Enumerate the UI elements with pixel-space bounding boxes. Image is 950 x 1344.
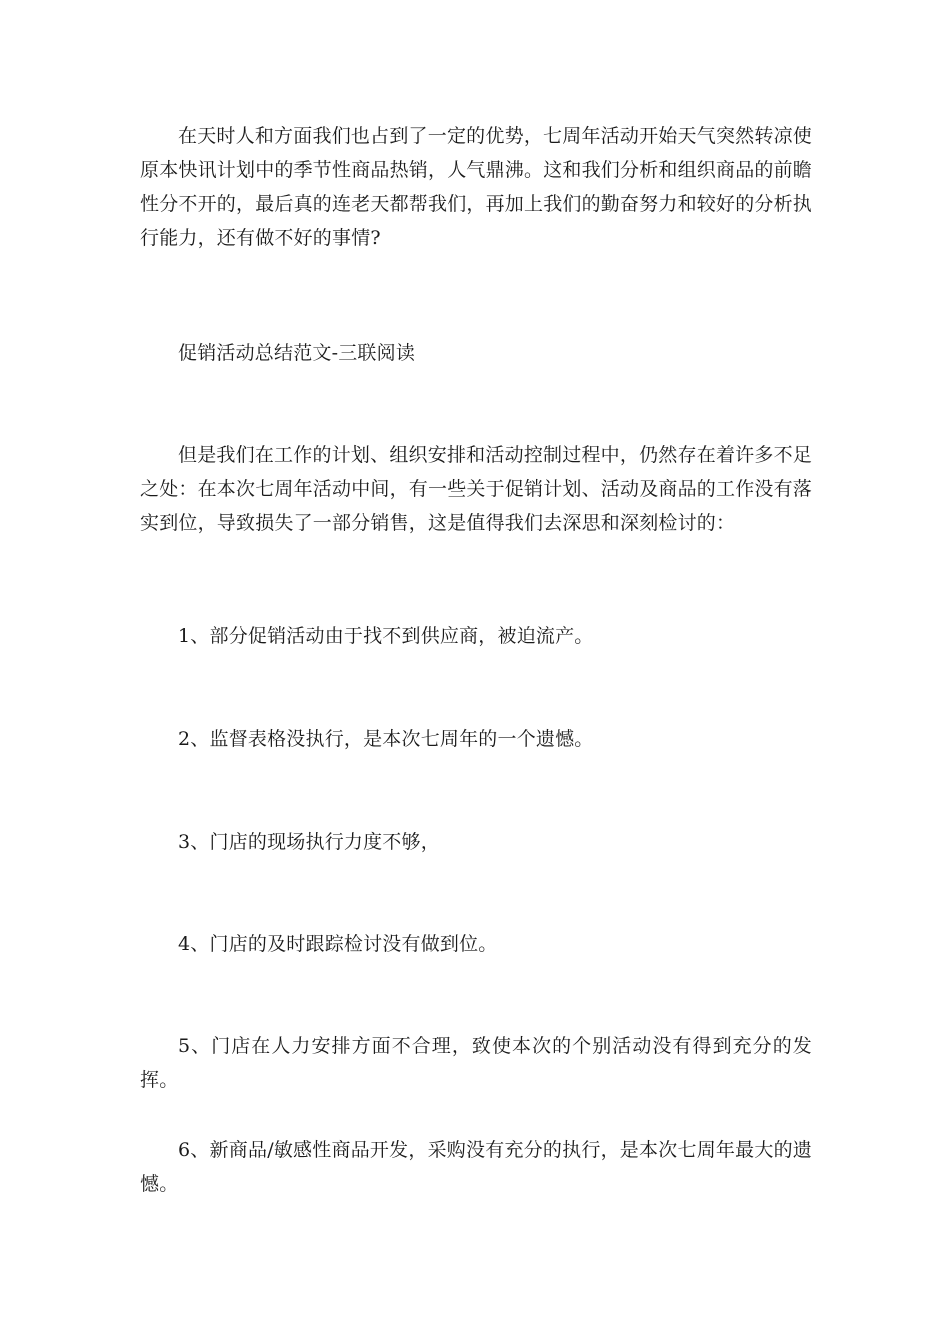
body-paragraph-weather-advantage: 在天时人和方面我们也占到了一定的优势，七周年活动开始天气突然转凉使原本快讯计划中的季节性商品热销，人气鼎沸。这和我们分析和组织商品的前瞻性分不开的，最后真的连老天都帮我们，再加上我们的勤奋努力和较好的分析执行能力，还有做不好的事情? [140, 125, 813, 249]
section-title: 促销活动总结范文-三联阅读 [178, 342, 416, 364]
list-item: 3、门店的现场执行力度不够， [178, 831, 440, 853]
list-item: 6、新商品/敏感性商品开发，采购没有充分的执行，是本次七周年最大的遗憾。 [140, 1139, 812, 1195]
list-item: 1、部分促销活动由于找不到供应商，被迫流产。 [178, 625, 594, 647]
list-item: 2、监督表格没执行，是本次七周年的一个遗憾。 [178, 728, 594, 750]
body-paragraph-shortcomings: 但是我们在工作的计划、组织安排和活动控制过程中，仍然存在着许多不足之处：在本次七周年活动中间，有一些关于促销计划、活动及商品的工作没有落实到位，导致损失了一部分销售，这是值得我们去深思和深刻检讨的： [140, 444, 813, 534]
list-item: 5、门店在人力安排方面不合理，致使本次的个别活动没有得到充分的发挥。 [140, 1035, 812, 1091]
list-item: 4、门店的及时跟踪检讨没有做到位。 [178, 933, 498, 955]
